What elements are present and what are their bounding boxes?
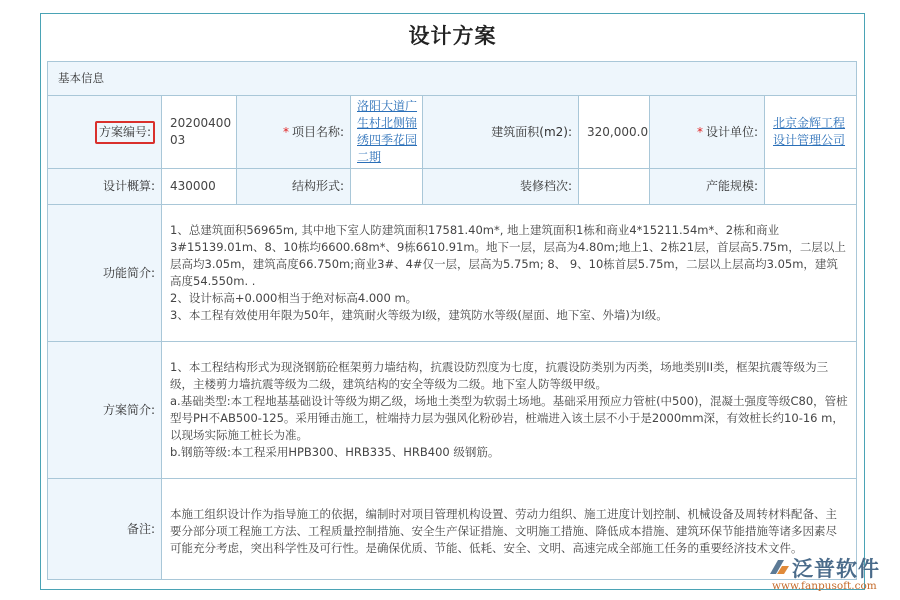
plan-no-value: 20200400 03 (162, 96, 237, 169)
paragraph-line: 2、设计标高+0.000相当于绝对标高4.000 m。 (170, 291, 418, 305)
fanpu-logo-icon (768, 556, 790, 578)
design-plan-table (47, 61, 857, 580)
brand-url: www.fanpusoft.com (772, 580, 877, 592)
paragraph-line: b.钢筋等级:本工程采用HPB300、HRB335、HRB400 级钢筋。 (170, 445, 500, 459)
design-plan-panel (40, 13, 865, 590)
design-unit-cell (765, 96, 857, 169)
plan-no-label-cell (48, 96, 162, 169)
table-row (48, 169, 857, 205)
decoration-label: 装修档次: (423, 169, 579, 205)
paragraph-line: 3、本工程有效使用年限为50年，建筑耐火等级为I级，建筑防水等级(屋面、地下室、外墙)为I级。 (170, 308, 668, 322)
budget-value: 430000 (162, 169, 237, 205)
paragraph-line: a.基础类型:本工程地基基础设计等级为期乙级，场地土类型为软弱土场地。基础采用预应力管桩(中500)，混凝土强度等级C80，管桩型号PH不AB500-125。采用锤击施工，桩端持力层为强风化粉砂岩，桩端进入该土层不小于是2000mm深，有效桩长约10-16 m，以现场实际施工桩长为准。 (170, 394, 848, 442)
page-title: 设计方案 (408, 24, 497, 48)
table-row (48, 96, 857, 169)
decoration-value (579, 169, 650, 205)
brand-watermark (768, 552, 898, 598)
building-area-value: 320,000.0 (579, 96, 650, 169)
structure-label: 结构形式: (237, 169, 351, 205)
paragraph-line: 1、本工程结构形式为现浇钢筋砼框架剪力墙结构，抗震设防烈度为七度，抗震设防类别为丙类，场地类别II类，框架抗震等级为三级，主楼剪力墙抗震等级为二级，建筑结构的安全等级为二级。地下室人防等级甲级。 (170, 360, 829, 391)
project-name-link[interactable]: 洛阳大道广生村北侧锦绣四季花园二期 (357, 99, 418, 164)
paragraph-line: 1、总建筑面积56965m, 其中地下室人防建筑面积17581.40m*, 地上建筑面积1栋和商业4*15211.54m*、2栋和商业3#15139.01m、8、10栋均6600.68m*、9栋6610.91m。地下一层，层高为4.80m;地上1、2栋21层，首层高5.75m，二层以上层高均3.05m，建筑高度66.750m;商业3#、4#仅一层，层高为5.75m; 8、 9、10栋首层5.75m，二层以上层高均3.05m，建筑高度54.550m. . (170, 223, 846, 288)
capacity-label: 产能规模: (650, 169, 765, 205)
design-unit-link[interactable]: 北京金辉工程设计管理公司 (773, 116, 846, 147)
remarks-text: 本施工组织设计作为指导施工的依据，编制时对项目管理机构设置、劳动力组织、施工进度计划控制、机械设备及周转材料配备、主要分部分项工程施工方法、工程质量控制措施、安全生产保证措施、文明施工措施、降低成本措施、建筑环保节能措施等诸多因素尽可能充分考虑，突出科学性及可行性。是确保优质、节能、低耗、安全、文明、高速完成全部施工任务的重要经济技术文件。 (162, 479, 857, 580)
capacity-value (765, 169, 857, 205)
function-label: 功能简介: (48, 205, 162, 342)
scheme-description (162, 342, 857, 479)
budget-label: 设计概算: (48, 169, 162, 205)
section-title: 基本信息 (48, 62, 857, 96)
structure-value (351, 169, 423, 205)
project-name-label-cell (237, 96, 351, 169)
table-row (48, 479, 857, 580)
scheme-label: 方案简介: (48, 342, 162, 479)
design-unit-label: 设计单位: (705, 124, 758, 139)
design-unit-label-cell (650, 96, 765, 169)
required-asterisk-icon: * (696, 124, 703, 139)
table-row (48, 342, 857, 479)
remarks-label: 备注: (48, 479, 162, 580)
table-row (48, 205, 857, 342)
section-basic-info (48, 62, 857, 96)
function-description (162, 205, 857, 342)
project-name-cell (351, 96, 423, 169)
building-area-label: 建筑面积(m2): (423, 96, 579, 169)
project-name-label: 项目名称: (291, 124, 344, 139)
brand-name: 泛普软件 (792, 557, 880, 581)
plan-no-label: 方案编号: (95, 121, 155, 144)
required-asterisk-icon: * (282, 124, 289, 139)
